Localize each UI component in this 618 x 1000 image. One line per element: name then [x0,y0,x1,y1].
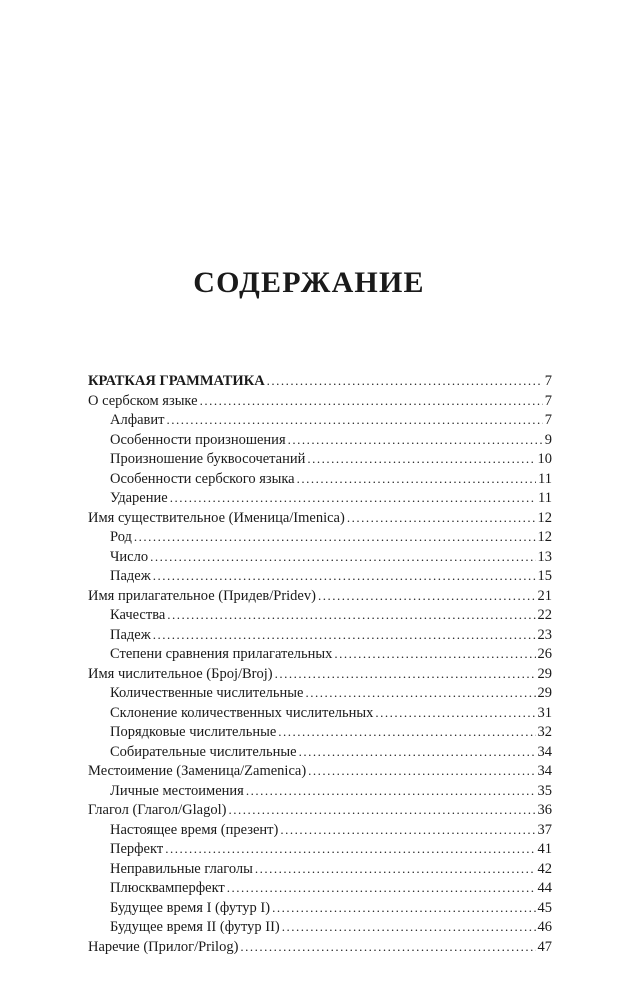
dot-leader [347,508,536,528]
dot-leader [166,410,542,430]
toc-subsection [88,878,552,898]
dot-leader [318,586,536,606]
dot-leader [288,430,543,450]
toc-entry-page-number: 21 [537,587,552,604]
dot-leader [153,625,536,645]
toc-section [88,508,552,528]
toc-entry-title: Неправильные глаголы [110,860,253,877]
dot-leader [307,449,535,469]
toc-entry-page-number: 11 [538,470,552,487]
toc-entry-title: Особенности сербского языка [110,470,295,487]
toc-entry-title: Падеж [110,626,151,643]
toc-entry-title: Перфект [110,841,164,857]
toc-entry-page-number: 12 [537,529,552,545]
toc-subsection [88,839,552,859]
toc-section [88,664,552,684]
toc-subsection [88,547,552,567]
toc-subsection [88,527,552,547]
toc-entry-title: Склонение количественных числительных [110,704,374,721]
toc-entry-title: Степени сравнения прилагательных [110,646,333,662]
dot-leader [200,391,543,411]
toc-subsection [88,898,552,918]
toc-section [88,937,552,957]
toc-entry-page-number: 23 [537,626,552,643]
dot-leader [278,722,535,742]
toc-entry-title: Плюсквамперфект [110,880,225,896]
toc-entry-page-number: 45 [537,899,552,916]
toc-section [88,586,552,606]
toc-subsection [88,820,552,840]
toc-entry-title: Будущее время II (футур II) [110,919,280,935]
toc-entry-page-number: 11 [538,490,552,506]
toc-entry-title: Род [110,529,132,545]
toc-entry-page-number: 34 [537,763,552,779]
toc-entry-title: Местоимение (Заменица/Zamenica) [88,763,307,779]
toc-entry-page-number: 36 [537,802,552,818]
dot-leader [227,878,536,898]
toc-entry-title: Имя числительное (Број/Broj) [88,665,273,682]
toc-entry-page-number: 9 [544,431,552,448]
dot-leader [305,683,535,703]
dot-leader [170,488,536,508]
table-of-contents [88,371,552,956]
dot-leader [165,839,535,859]
toc-entry-page-number: 34 [537,743,552,760]
toc-entry-title: Алфавит [110,412,165,428]
toc-section [88,391,552,411]
dot-leader [167,605,535,625]
toc-subsection [88,605,552,625]
dot-leader [334,644,535,664]
toc-subsection [88,430,552,450]
dot-leader [153,566,536,586]
toc-subsection [88,859,552,879]
toc-subsection [88,703,552,723]
toc-subsection [88,488,552,508]
toc-subsection [88,644,552,664]
toc-subsection [88,722,552,742]
dot-leader [255,859,536,879]
dot-leader [240,937,535,957]
dot-leader [228,800,535,820]
toc-entry-page-number: 47 [537,938,552,955]
dot-leader [150,547,535,567]
toc-entry-page-number: 29 [537,685,552,701]
toc-entry-title: Глагол (Глагол/Glagol) [88,802,227,818]
toc-entry-title: Собирательные числительные [110,743,297,760]
toc-entry-title: Падеж [110,568,151,584]
dot-leader [267,371,543,391]
toc-entry-title: Количественные числительные [110,685,304,701]
dot-leader [375,703,535,723]
dot-leader [297,469,536,489]
toc-entry-title: Порядковые числительные [110,724,277,740]
toc-entry-title: Личные местоимения [110,782,244,799]
toc-entry-page-number: 7 [544,392,552,409]
toc-entry-page-number: 13 [537,548,552,565]
toc-entry-page-number: 44 [537,880,552,896]
dot-leader [246,781,536,801]
toc-entry-title: Ударение [110,490,168,506]
page-title: СОДЕРЖАНИЕ [193,266,425,299]
toc-subsection [88,917,552,937]
toc-subsection [88,410,552,430]
toc-entry-page-number: 15 [537,568,552,584]
toc-entry-page-number: 12 [537,509,552,526]
toc-entry-page-number: 46 [537,919,552,935]
dot-leader [272,898,535,918]
dot-leader [280,820,535,840]
toc-entry-page-number: 22 [537,607,552,623]
toc-entry-page-number: 29 [537,665,552,682]
toc-entry-title: Настоящее время (презент) [110,821,279,838]
toc-entry-title: КРАТКАЯ ГРАММАТИКА [88,373,265,389]
toc-section [88,761,552,781]
toc-entry-page-number: 35 [537,782,552,799]
toc-section [88,371,552,391]
toc-subsection [88,469,552,489]
dot-leader [134,527,536,547]
toc-subsection [88,449,552,469]
toc-entry-title: Качества [110,607,166,623]
toc-entry-title: Число [110,548,149,565]
toc-entry-page-number: 41 [537,841,552,857]
toc-entry-page-number: 10 [537,451,552,467]
toc-subsection [88,683,552,703]
toc-section [88,800,552,820]
toc-entry-title: О сербском языке [88,392,198,409]
toc-entry-title: Будущее время I (футур I) [110,899,271,916]
toc-entry-title: Произношение буквосочетаний [110,451,306,467]
dot-leader [299,742,536,762]
toc-entry-page-number: 31 [537,704,552,721]
toc-entry-title: Имя прилагательное (Придев/Pridev) [88,587,316,604]
toc-entry-page-number: 7 [544,373,552,389]
toc-entry-title: Наречие (Прилог/Prilog) [88,938,239,955]
toc-entry-title: Особенности произношения [110,431,286,448]
dot-leader [308,761,535,781]
toc-entry-page-number: 42 [537,860,552,877]
toc-subsection [88,625,552,645]
dot-leader [282,917,536,937]
dot-leader [275,664,536,684]
toc-entry-title: Имя существительное (Именица/Imenica) [88,509,345,526]
toc-subsection [88,742,552,762]
toc-subsection [88,781,552,801]
toc-entry-page-number: 7 [544,412,552,428]
toc-entry-page-number: 37 [537,821,552,838]
toc-entry-page-number: 32 [537,724,552,740]
toc-subsection [88,566,552,586]
toc-entry-page-number: 26 [537,646,552,662]
